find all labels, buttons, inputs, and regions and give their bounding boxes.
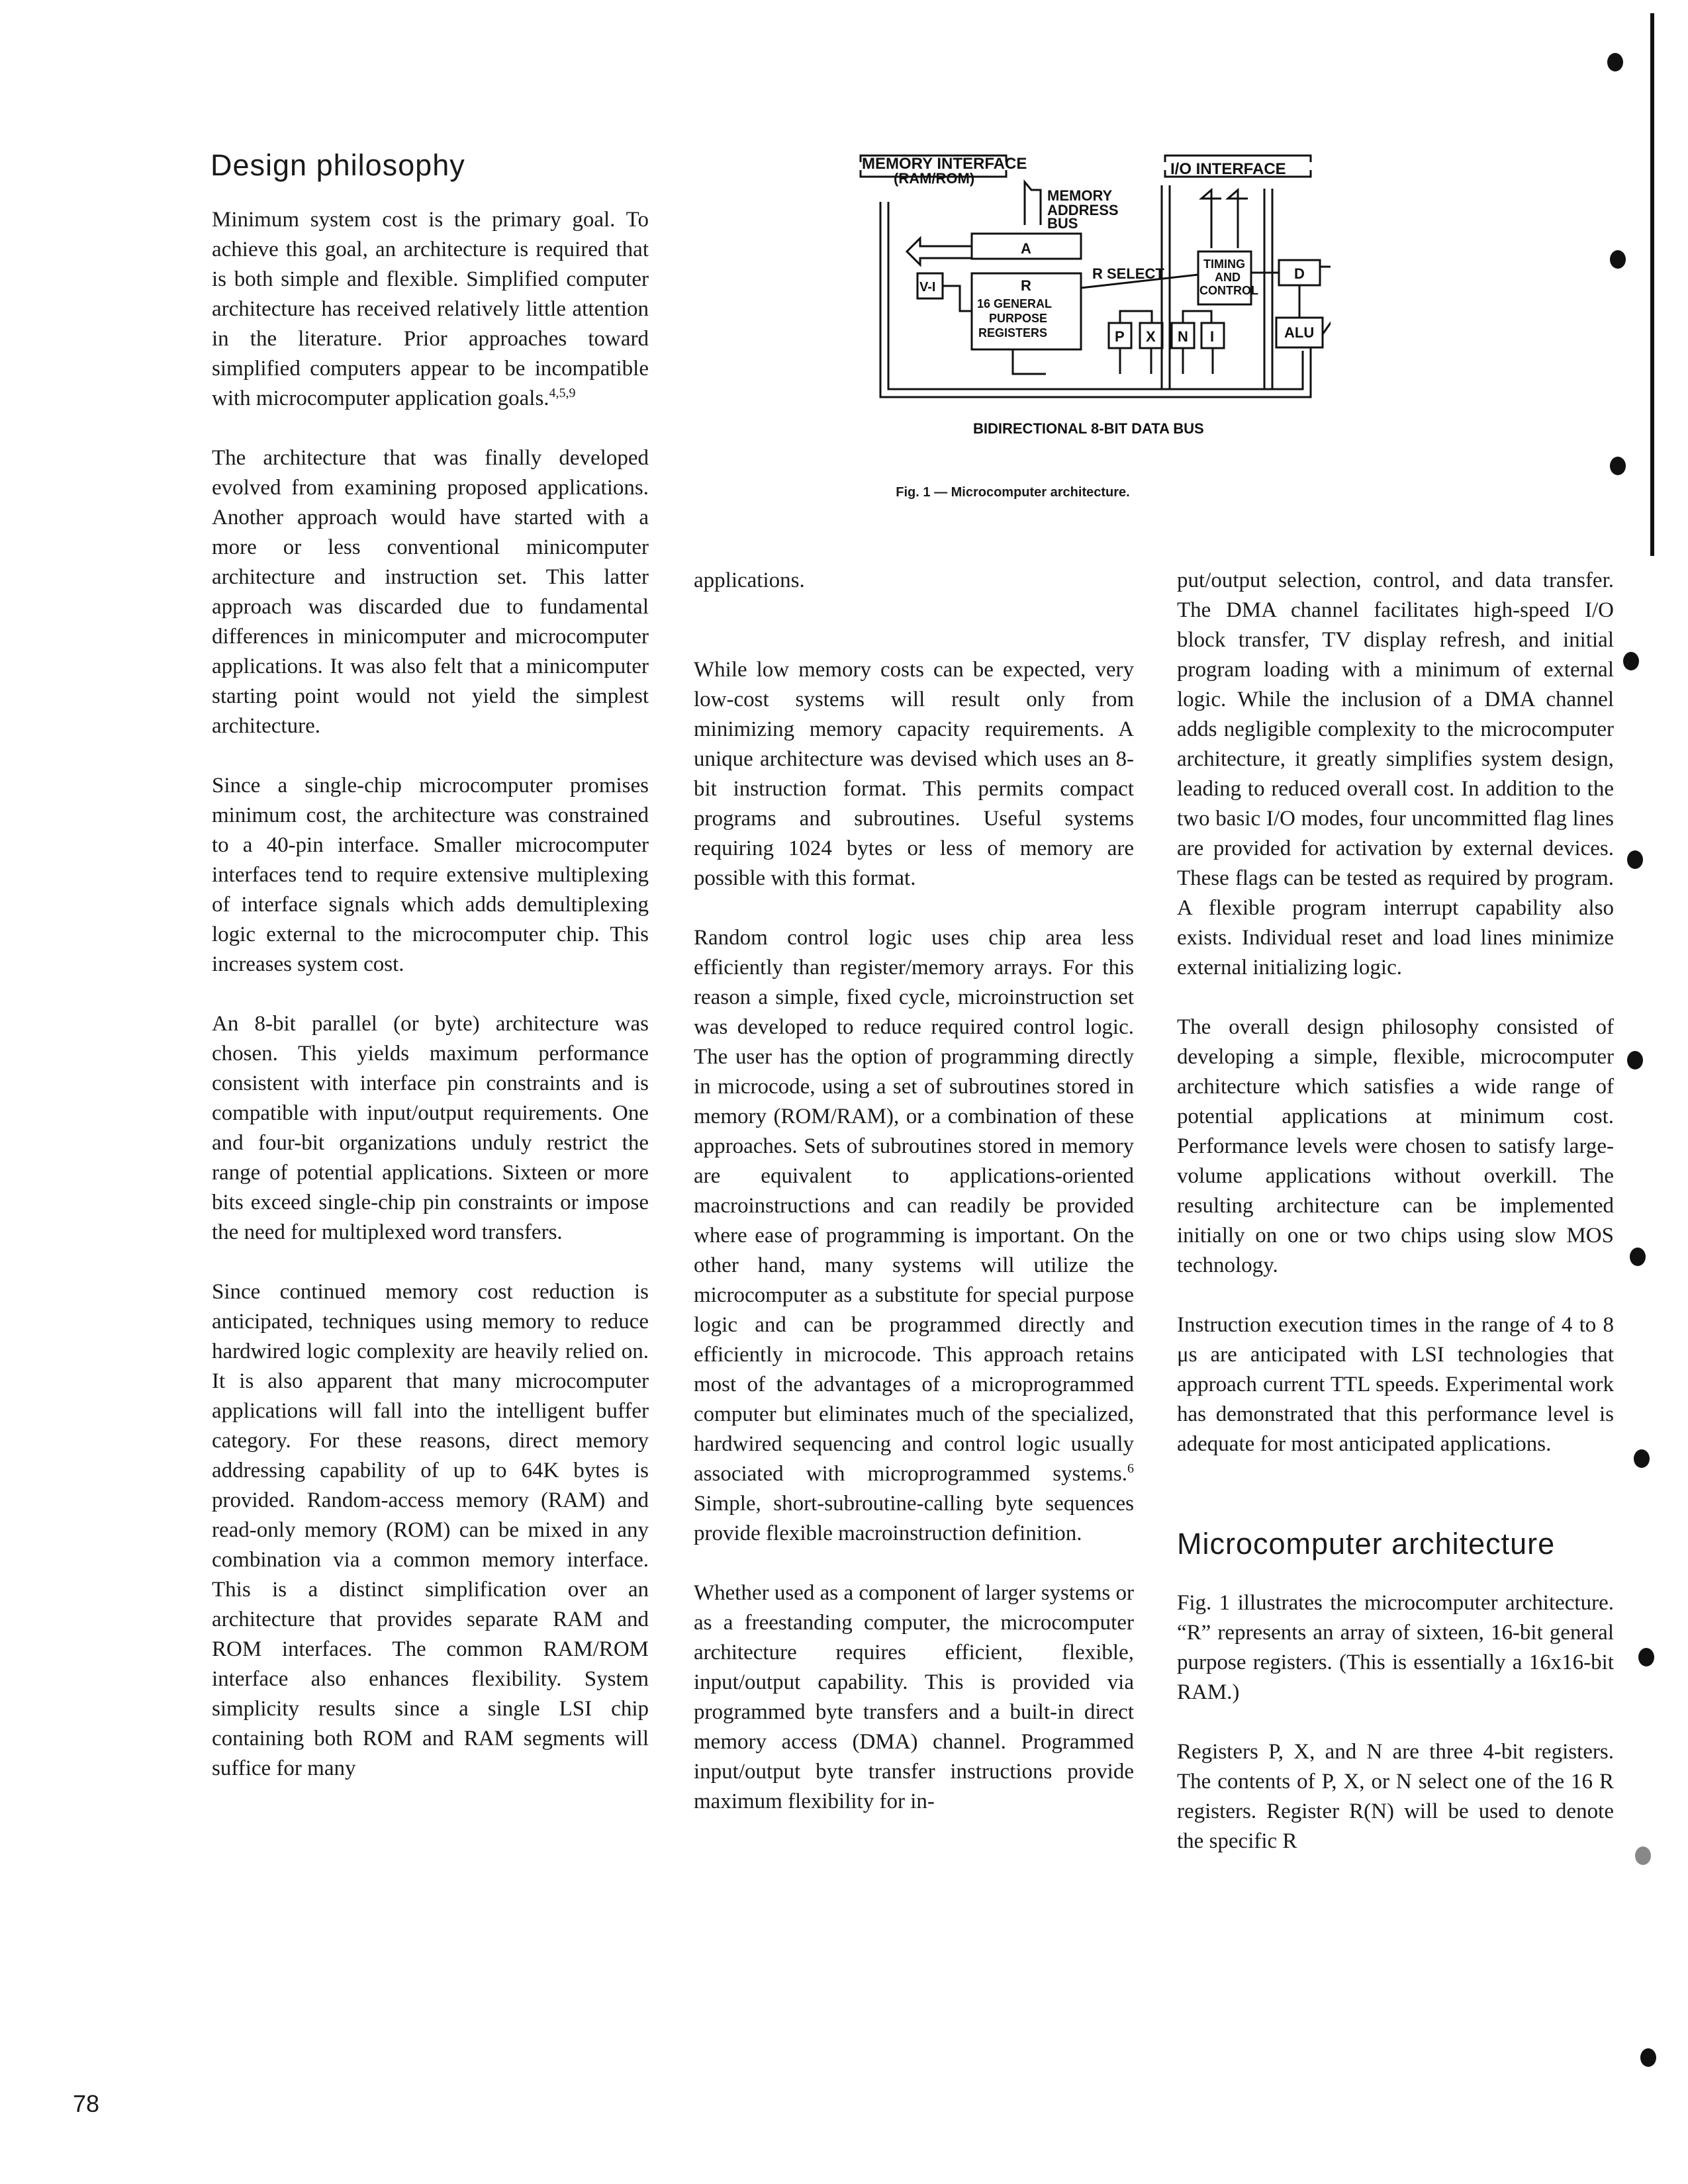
page-number: 78 [73,2090,100,2117]
register-d-label: D [1294,265,1305,282]
label-data-bus: BIDIRECTIONAL 8-BIT DATA BUS [973,420,1204,437]
paragraph: The overall design philosophy consisted of developing a simple, flexible, microcomputer architecture which satisfies a wide range of potential applications at minimum cost. Performance levels were chosen to satisfy large-volume applications without overkill. The resulting architecture can be implemented initially on one or two chips using slow MOS technology. [1177,1015,1614,1277]
label-r-select: R SELECT [1092,265,1164,282]
paragraph: Since a single-chip microcomputer promises minimum cost, the architecture was constrained to a 40-pin interface. Smaller microcomputer interfaces tend to require extensive multiplexing of interface signals which adds demultiplexing logic external to the microcomputer chip. This increases system cost. [212,774,649,976]
paragraph: applications. [694,569,805,592]
timing-control-label: CONTROL [1199,284,1258,297]
register-r-label: R [1021,277,1031,294]
register-n-label: N [1178,328,1188,345]
scan-spot [1635,1846,1651,1865]
paragraph: An 8-bit parallel (or byte) architecture was chosen. This yields maximum performance consistent with interface pin constraints and is compatible with input/output requirements. One and four-bit organizations unduly restrict the range of potential applications. Sixteen or more bits exceed single-chip pin constraints or impose the need for multiplexed word transfers. [212,1012,649,1244]
label-memory-interface: MEMORY INTERFACE [862,155,1027,173]
scan-spot [1638,1648,1654,1666]
figure-caption: Fig. 1 — Microcomputer architecture. [896,485,1130,500]
paragraph-text: Minimum system cost is the primary goal. To achieve this goal, an architecture is required that is both simple and flexible. Simplified computer architecture has received relatively little attention in the literature. Prior approaches toward simplified computers appear to be incompatible with microcomputer application goals. [212,208,649,410]
register-v-i-label: V-I [919,280,936,295]
paragraph: Registers P, X, and N are three 4-bit registers. The contents of P, X, or N select one of the 16 R registers. Register R(N) will be used to denote the specific R [1177,1740,1614,1853]
label-io-interface: I/O INTERFACE [1170,160,1286,178]
left-column [212,205,649,1813]
paragraph: Whether used as a component of larger systems or as a freestanding computer, the microcomputer architecture requires efficient, flexible, input/output capability. This is provided via programmed byte transfers and a built-in direct memory access (DMA) channel. Programmed input/output byte transfer instructions provide maximum flexibility for in- [694,1581,1134,1813]
architecture-diagram [854,149,1331,453]
scan-spot [1634,1449,1650,1468]
timing-control-label: TIMING [1203,257,1245,271]
scan-spot [1630,1248,1646,1266]
paragraph [694,923,1134,1549]
alu-label: ALU [1284,324,1315,341]
paragraph: put/output selection, control, and data transfer. The DMA channel facilitates high-speed I/O block transfer, TV display refresh, and initial program loading with a minimum of external logic. While the inclusion of a DMA channel adds negligible complexity to the microcomputer architecture, it greatly simplifies system design, leading to reduced overall cost. In addition to the two basic I/O modes, four uncommitted flag lines are provided for activation by external devices. These flags can be tested as required by program. A flexible program interrupt capability also exists. Individual reset and load lines minimize external initializing logic. [1177,569,1614,979]
label-memory-address-bus: ADDRESS [1047,202,1119,218]
label-ram-rom: (RAM/ROM) [894,170,975,187]
scan-spot [1640,2048,1656,2067]
section-heading-design: Design philosophy [211,148,465,182]
right-column [1177,566,1614,1886]
paragraph-text: Random control logic uses chip area less efficiently than register/memory arrays. For this reason a simple, fixed cycle, microinstruction set was developed to reduce required control logic. The user has the option of programming directly in microcode, using a set of subroutines stored in memory (ROM/RAM), or a combination of these approaches. Sets of subroutines stored in memory are equivalent to applications-oriented macroinstructions and can readily be provided where ease of programming is important. On the other hand, many systems will utilize the microcomputer as a substitute for special purpose logic and can be programmed directly and efficiently in microcode. This approach retains most of the advantages of a microprogrammed computer but eliminates much of the specialized, hardwired sequencing and control logic usually associated with microprogrammed systems. [694,926,1134,1486]
paragraph: The architecture that was finally developed evolved from examining proposed applications. Another approach would have started with a more or less conventional minicomputer architecture and instruction set. This latter approach was discarded due to fundamental differences in minicomputer and microcomputer applications. It was also felt that a minicomputer starting point would not yield the simplest architecture. [212,446,649,738]
register-p-label: P [1115,328,1125,345]
scan-spot [1610,250,1626,269]
scan-spot [1610,457,1626,475]
paragraph: Instruction execution times in the range of 4 to 8 μs are anticipated with LSI technologies that approach current TTL speeds. Experimental work has demonstrated that this performance level is adequate for most anticipated applications. [1177,1313,1614,1456]
paragraph: Since continued memory cost reduction is anticipated, techniques using memory to reduce hardwired logic complexity are heavily relied on. It is also apparent that many microcomputer applications will fall into the intelligent buffer category. For these reasons, direct memory addressing capability of up to 64K bytes is provided. Random-access memory (RAM) and read-only memory (ROM) can be mixed in any combination via a common memory interface. This is a distinct simplification over an architecture that provides separate RAM and ROM interfaces. The common RAM/ROM interface also enhances flexibility. System simplicity results since a single LSI chip containing both ROM and RAM segments will suffice for many [212,1280,649,1780]
paragraph: Fig. 1 illustrates the microcomputer architecture. “R” represents an array of sixteen, 16-bit general purpose registers. (This is essentially a 16x16-bit RAM.) [1177,1591,1614,1704]
reference-superscript: 4,5,9 [549,386,576,400]
scan-edge-line [1650,13,1654,556]
register-i-label: I [1210,328,1215,345]
scan-spot [1623,652,1639,670]
paragraph-text: Simple, short-subroutine-calling byte sequences provide flexible macroinstruction definition. [694,1492,1134,1545]
scan-spot [1607,53,1623,71]
label-memory-address-bus: MEMORY [1047,187,1113,204]
register-r-description: 16 GENERAL [977,297,1053,310]
scan-spot [1627,1051,1643,1069]
paragraph [212,205,649,414]
middle-column [694,566,1134,1846]
register-a-label: A [1021,240,1031,257]
timing-control-label: AND [1215,271,1241,284]
register-x-label: X [1146,328,1156,345]
paragraph: While low memory costs can be expected, very low-cost systems will result only from minimizing memory capacity requirements. A unique architecture was devised which uses an 8-bit instruction format. This permits compact programs and subroutines. Useful systems requiring 1024 bytes or less of memory are possible with this format. [694,658,1134,890]
register-r-description: PURPOSE [989,312,1048,325]
register-r-description: REGISTERS [978,326,1048,340]
section-heading-architecture: Microcomputer architecture [1177,1527,1556,1561]
label-memory-address-bus: BUS [1047,215,1078,232]
reference-superscript: 6 [1127,1461,1134,1476]
architecture-figure [854,149,1331,453]
scan-spot [1627,850,1643,869]
